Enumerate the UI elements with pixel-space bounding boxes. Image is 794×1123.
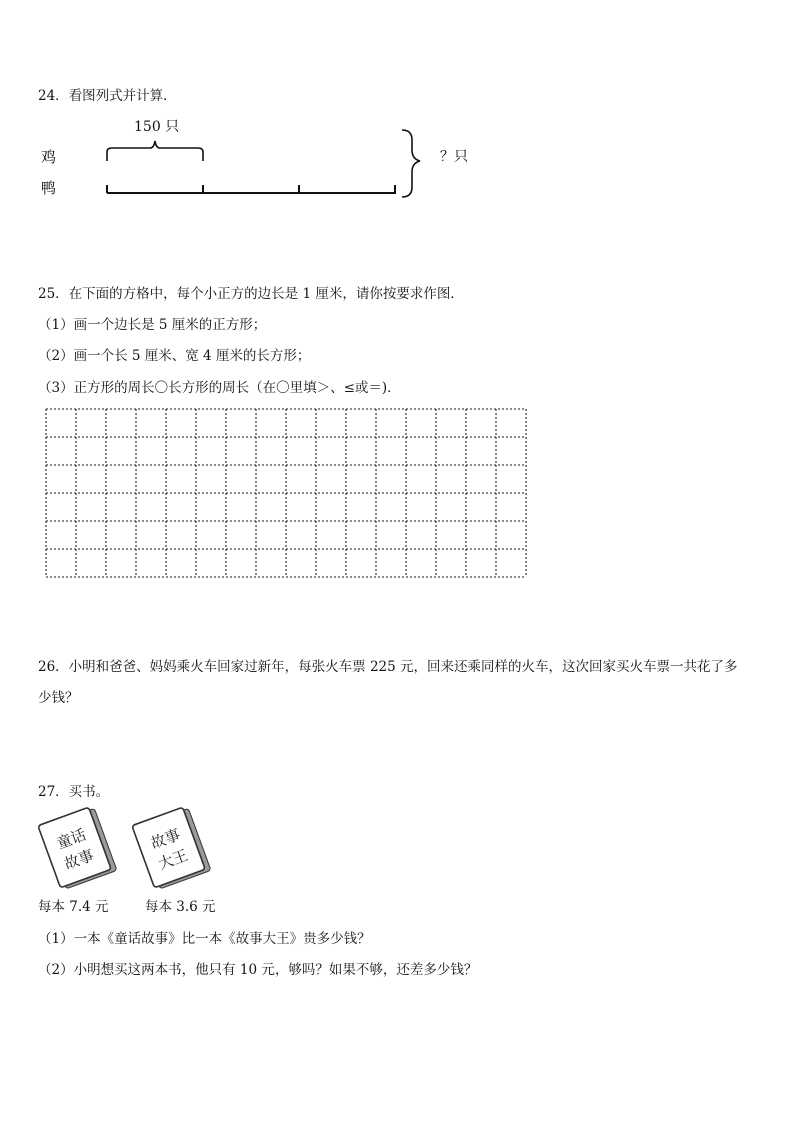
book2-title-line2: 大王 — [155, 846, 191, 874]
book1-price: 每本 7.4 元 — [38, 899, 109, 915]
book2-title-line1: 故事 — [148, 825, 183, 853]
line-segment-diagram — [0, 0, 794, 230]
q25-item-2: （2）画一个长 5 厘米、宽 4 厘米的长方形； — [38, 348, 311, 364]
dotted-square-grid — [43, 406, 529, 580]
total-unknown-label: ？只 — [440, 149, 468, 165]
q25-item-1: （1）画一个边长是 5 厘米的正方形； — [38, 317, 267, 333]
chicken-count-label: 150 只 — [134, 119, 180, 135]
q25-title: 25．在下面的方格中，每个小正方的边长是 1 厘米，请你按要求作图． — [38, 286, 464, 302]
q27-title: 27．买书。 — [38, 784, 110, 800]
chicken-brace — [107, 141, 203, 161]
q26-line-1: 26．小明和爸爸、妈妈乘火车回家过新年，每张火车票 225 元，回来还乘同样的火车，这次回家买火车票一共花了多 — [38, 659, 738, 675]
book-icon-gushi — [128, 808, 228, 888]
chicken-label: 鸡 — [41, 148, 57, 166]
q24-title: 24．看图列式并计算． — [38, 88, 177, 104]
q27-item-1: （1）一本《童话故事》比一本《故事大王》贵多少钱？ — [38, 931, 371, 947]
q26-line-2: 少钱？ — [38, 690, 79, 706]
q25-item-3: （3）正方形的周长〇长方形的周长（在〇里填＞、≤或＝)． — [38, 380, 401, 396]
book2-price: 每本 3.6 元 — [145, 899, 216, 915]
book1-title-line1: 童话 — [54, 825, 89, 853]
total-brace — [402, 130, 420, 197]
book-icon-tonghua — [34, 808, 134, 888]
q27-item-2: （2）小明想买这两本书，他只有 10 元，够吗？如果不够，还差多少钱？ — [38, 962, 478, 978]
book1-title-line2: 故事 — [61, 846, 97, 874]
duck-label: 鸭 — [41, 179, 57, 197]
